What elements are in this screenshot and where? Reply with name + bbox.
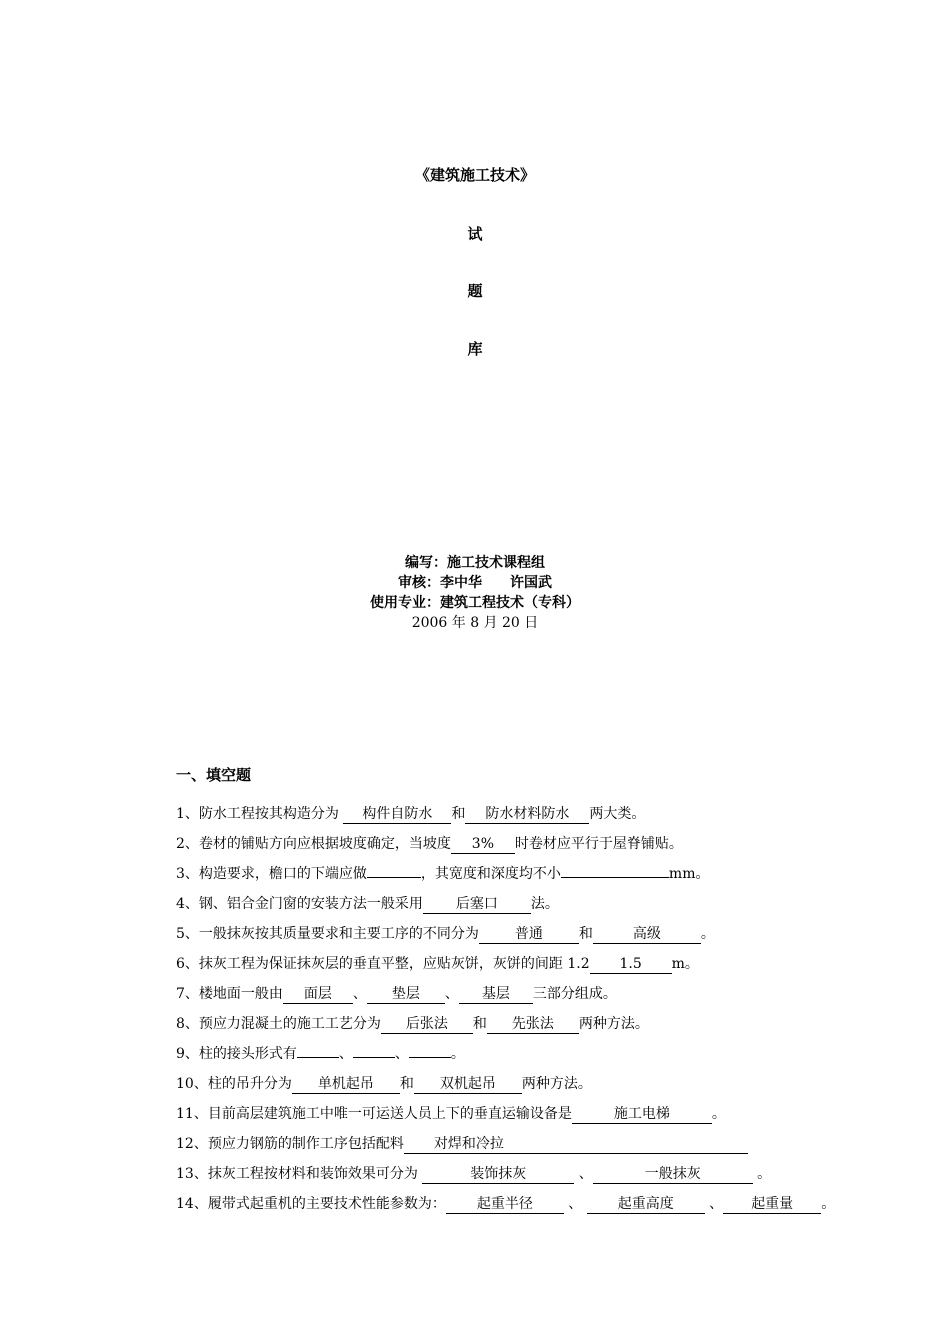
question-item <box>176 860 916 890</box>
question-item <box>176 1040 916 1070</box>
question-item <box>176 1130 916 1160</box>
answer-blank: 双机起吊 <box>414 1075 522 1094</box>
answer-blank: 先张法 <box>487 1015 579 1034</box>
question-text: 法。 <box>530 896 559 912</box>
question-item <box>176 830 916 860</box>
answer-blank <box>367 877 421 878</box>
answer-blank: 后塞口 <box>423 895 531 914</box>
answer-blank: 普通 <box>479 925 579 944</box>
reviewer-secondary: 许国武 <box>510 575 552 591</box>
answer-blank: 基层 <box>459 985 533 1004</box>
question-text: 、 <box>574 1166 593 1182</box>
document-title: 《建筑施工技术》 <box>414 166 535 184</box>
question-text: 11、目前高层建筑施工中唯一可运送人员上下的垂直运输设备是 <box>176 1106 572 1122</box>
question-text: 和 <box>451 806 466 822</box>
question-item <box>176 1100 916 1130</box>
major-line: 使用专业：建筑工程技术（专科） <box>370 595 580 611</box>
answer-blank: 对焊和冷拉 <box>404 1135 748 1154</box>
answer-blank: 构件自防水 <box>343 805 451 824</box>
question-text: 1、防水工程按其构造分为 <box>176 806 344 822</box>
question-text: 和 <box>472 1016 487 1032</box>
question-text: 10、柱的吊升分为 <box>176 1076 292 1092</box>
question-text: 4、钢、铝合金门窗的安装方法一般采用 <box>176 896 423 912</box>
question-list <box>176 800 916 1225</box>
question-text: 7、楼地面一般由 <box>176 986 283 1002</box>
title-char-ti: 题 <box>467 282 483 300</box>
answer-blank: 1.5 <box>590 955 672 974</box>
answer-blank: 后张法 <box>381 1015 473 1034</box>
question-item <box>176 1070 916 1100</box>
question-text: 两大类。 <box>589 806 646 822</box>
editor-line: 编写：施工技术课程组 <box>405 555 545 571</box>
question-item <box>176 920 916 950</box>
answer-blank <box>409 1057 451 1058</box>
question-text: 。 <box>752 1166 772 1182</box>
answer-blank: 面层 <box>283 985 353 1004</box>
answer-blank: 防水材料防水 <box>465 805 589 824</box>
question-text: 、 <box>704 1196 724 1212</box>
question-text: 。 <box>821 1196 836 1212</box>
answer-blank: 垫层 <box>367 985 445 1004</box>
question-text: 、 <box>563 1196 587 1212</box>
question-text: 和 <box>399 1076 414 1092</box>
question-item <box>176 1190 916 1225</box>
answer-blank: 单机起吊 <box>292 1075 400 1094</box>
question-item <box>176 980 916 1010</box>
answer-blank: 起重半径 <box>446 1195 564 1214</box>
question-text: 8、预应力混凝土的施工工艺分为 <box>176 1016 381 1032</box>
question-item <box>176 800 916 830</box>
answer-blank: 一般抹灰 <box>593 1165 753 1184</box>
question-item <box>176 1010 916 1040</box>
question-text: 两种方法。 <box>578 1016 649 1032</box>
title-char-shi: 试 <box>467 225 483 243</box>
question-text: ，其宽度和深度均不小 <box>420 866 561 882</box>
question-text: 、 <box>394 1046 409 1062</box>
section-heading: 一、填空题 <box>176 766 252 784</box>
question-item <box>176 890 916 920</box>
question-text: 。 <box>711 1106 726 1122</box>
question-text: 和 <box>578 926 593 942</box>
credits-block <box>0 553 950 633</box>
answer-blank: 起重量 <box>723 1195 821 1214</box>
question-text: 。 <box>450 1046 465 1062</box>
question-text: mm。 <box>668 866 710 882</box>
answer-blank: 起重高度 <box>587 1195 705 1214</box>
answer-blank: 施工电梯 <box>572 1105 712 1124</box>
answer-blank: 3% <box>451 835 515 854</box>
answer-blank <box>353 1057 395 1058</box>
reviewer-line <box>0 573 950 593</box>
question-text: 9、柱的接头形式有 <box>176 1046 297 1062</box>
question-text: 13、抹灰工程按材料和装饰效果可分为 <box>176 1166 423 1182</box>
question-text: 、 <box>338 1046 353 1062</box>
question-text: 3、构造要求，檐口的下端应做 <box>176 866 367 882</box>
answer-blank: 高级 <box>593 925 701 944</box>
question-text: 5、一般抹灰按其质量要求和主要工序的不同分为 <box>176 926 479 942</box>
question-text: 14、履带式起重机的主要技术性能参数为： <box>176 1196 446 1212</box>
answer-blank: 装饰抹灰 <box>422 1165 574 1184</box>
question-text: 6、抹灰工程为保证抹灰层的垂直平整，应贴灰饼，灰饼的间距 1.2 <box>176 956 590 972</box>
title-char-ku: 库 <box>467 340 483 358</box>
question-item <box>176 950 916 980</box>
question-text: 三部分组成。 <box>532 986 617 1002</box>
question-text: 。 <box>700 926 715 942</box>
answer-blank <box>561 877 669 878</box>
question-text: 、 <box>352 986 367 1002</box>
question-text: 两种方法。 <box>521 1076 592 1092</box>
reviewer-primary: 审核：李中华 <box>398 575 482 591</box>
question-text: m。 <box>671 956 699 972</box>
answer-blank <box>297 1057 339 1058</box>
question-text: 12、预应力钢筋的制作工序包括配料 <box>176 1136 404 1152</box>
question-text: 2、卷材的铺贴方向应根据坡度确定，当坡度 <box>176 836 451 852</box>
date-line: 2006 年 8 月 20 日 <box>411 615 539 631</box>
question-text: 、 <box>444 986 459 1002</box>
question-item <box>176 1160 916 1190</box>
question-text: 时卷材应平行于屋脊铺贴。 <box>514 836 683 852</box>
